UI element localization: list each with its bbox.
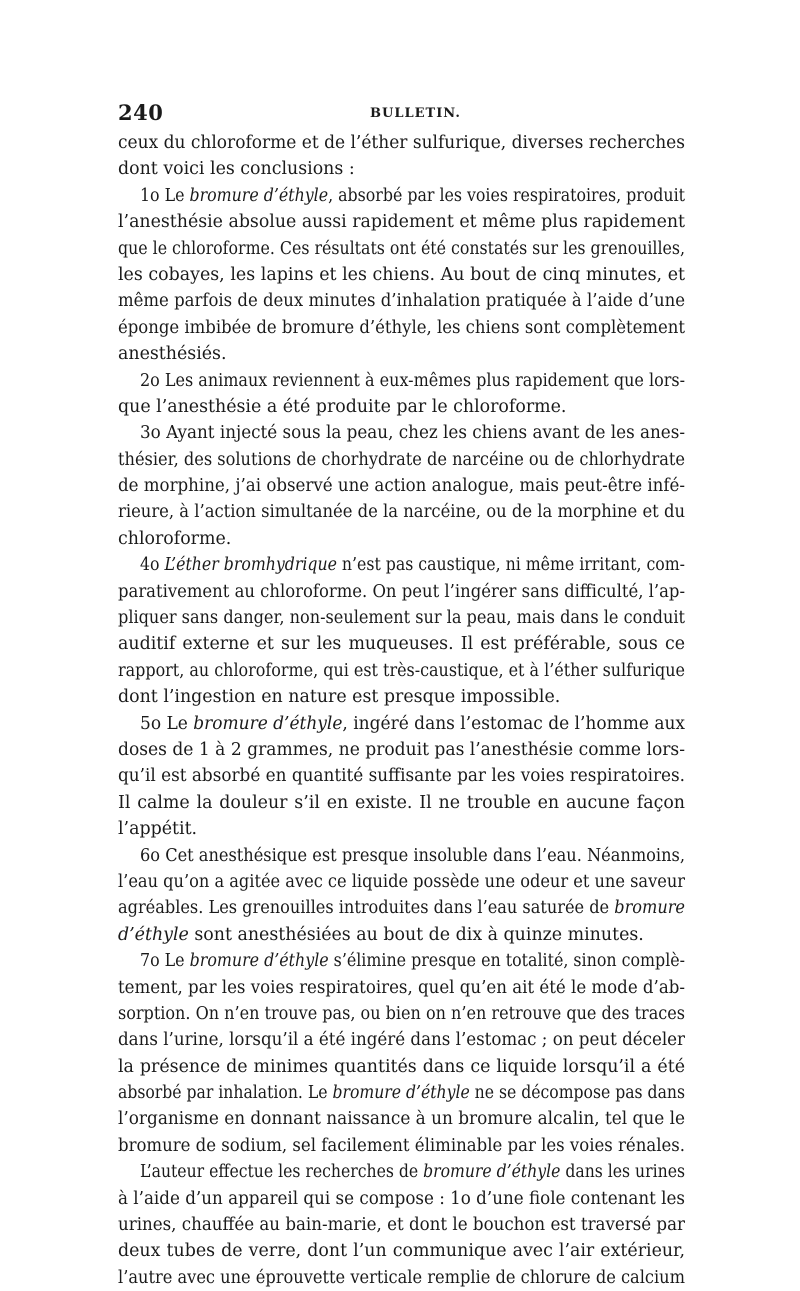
text-line: dont l’ingestion en nature est presque impossible. bbox=[118, 687, 561, 708]
text-line: 2o Les animaux reviennent à eux-mêmes plus rapidement que lors- bbox=[140, 370, 685, 391]
text-line: d’éthyle sont anesthésiées au bout de dix à quinze minutes. bbox=[118, 924, 644, 945]
text-line: pliquer sans danger, non-seulement sur la peau, mais dans le conduit bbox=[118, 608, 685, 629]
text-line: deux tubes de verre, dont l’un communique avec l’air extérieur, bbox=[118, 1241, 685, 1262]
text-line: ceux du chloroforme et de l’éther sulfurique, diverses recherches bbox=[118, 133, 685, 153]
text-line: anesthésiés. bbox=[118, 344, 227, 365]
running-head: BULLETIN. bbox=[370, 106, 461, 121]
text-line: parativement au chloroforme. On peut l’ingérer sans difficulté, l’ap- bbox=[118, 581, 685, 602]
text-line: l’appétit. bbox=[118, 819, 198, 840]
text-line: chloroforme. bbox=[118, 528, 232, 549]
text-line: l’anesthésie absolue aussi rapidement et même plus rapidement bbox=[118, 212, 685, 233]
text-line: la présence de minimes quantités dans ce liquide lorsqu’il a été bbox=[118, 1056, 685, 1077]
text-line: bromure de sodium, sel facilement éliminable par les voies rénales. bbox=[118, 1135, 685, 1156]
text-line: tement, par les voies respiratoires, quel qu’en ait été le mode d’ab- bbox=[118, 977, 685, 998]
text-line: 5o Le bromure d’éthyle, ingéré dans l’estomac de l’homme aux bbox=[140, 713, 685, 734]
body-text bbox=[118, 130, 685, 1291]
text-line: de morphine, j’ai observé une action analogue, mais peut-être infé- bbox=[118, 476, 685, 497]
text-line: L’auteur effectue les recherches de bromure d’éthyle dans les urines bbox=[140, 1162, 685, 1183]
text-line: les cobayes, les lapins et les chiens. Au bout de cinq minutes, et bbox=[118, 264, 685, 285]
text-line: l’autre avec une éprouvette verticale remplie de chlorure de calcium bbox=[118, 1267, 685, 1288]
text-line: même parfois de deux minutes d’inhalation pratiquée à l’aide d’une bbox=[118, 291, 685, 312]
text-line: dans l’urine, lorsqu’il a été ingéré dans l’estomac ; on peut déceler bbox=[118, 1030, 685, 1051]
text-line: 4o L’éther bromhydrique n’est pas caustique, ni même irritant, com- bbox=[140, 555, 685, 576]
text-line: que le chloroforme. Ces résultats ont été constatés sur les grenouilles, bbox=[118, 238, 685, 259]
text-line: doses de 1 à 2 grammes, ne produit pas l’anesthésie comme lors- bbox=[118, 739, 685, 760]
page-number: 240 bbox=[118, 100, 164, 125]
text-line: auditif externe et sur les muqueuses. Il est préférable, sous ce bbox=[118, 634, 685, 655]
text-line: éponge imbibée de bromure d’éthyle, les chiens sont complètement bbox=[118, 317, 685, 338]
text-line: rapport, au chloroforme, qui est très-caustique, et à l’éther sulfurique bbox=[118, 660, 685, 681]
text-line: agréables. Les grenouilles introduites dans l’eau saturée de bromure bbox=[118, 898, 685, 919]
text-line: thésier, des solutions de chorhydrate de narcéine ou de chlorhydrate bbox=[118, 449, 685, 470]
text-line: que l’anesthésie a été produite par le chloroforme. bbox=[118, 396, 567, 417]
text-line: Il calme la douleur s’il en existe. Il ne trouble en aucune façon bbox=[118, 792, 685, 813]
text-line: 6o Cet anesthésique est presque insoluble dans l’eau. Néanmoins, bbox=[140, 845, 685, 866]
text-line: urines, chauffée au bain-marie, et dont le bouchon est traversé par bbox=[118, 1215, 685, 1236]
text-line: sorption. On n’en trouve pas, ou bien on n’en retrouve que des traces bbox=[118, 1003, 685, 1024]
text-line: l’organisme en donnant naissance à un bromure alcalin, tel que le bbox=[118, 1109, 685, 1130]
text-line: absorbé par inhalation. Le bromure d’éthyle ne se décompose pas dans bbox=[118, 1083, 685, 1104]
text-line: rieure, à l’action simultanée de la narcéine, ou de la morphine et du bbox=[118, 502, 685, 523]
text-line: 7o Le bromure d’éthyle s’élimine presque en totalité, sinon complè- bbox=[140, 951, 685, 972]
text-line: qu’il est absorbé en quantité suffisante par les voies respiratoires. bbox=[118, 766, 685, 787]
text-line: dont voici les conclusions : bbox=[118, 159, 355, 180]
text-line: 1o Le bromure d’éthyle, absorbé par les voies respiratoires, produit bbox=[140, 185, 685, 206]
text-line: à l’aide d’un appareil qui se compose : 1o d’une fiole contenant les bbox=[118, 1188, 685, 1209]
text-line: l’eau qu’on a agitée avec ce liquide possède une odeur et une saveur bbox=[118, 871, 685, 892]
page-header bbox=[118, 100, 684, 128]
text-line: 3o Ayant injecté sous la peau, chez les chiens avant de les anes- bbox=[140, 423, 685, 444]
